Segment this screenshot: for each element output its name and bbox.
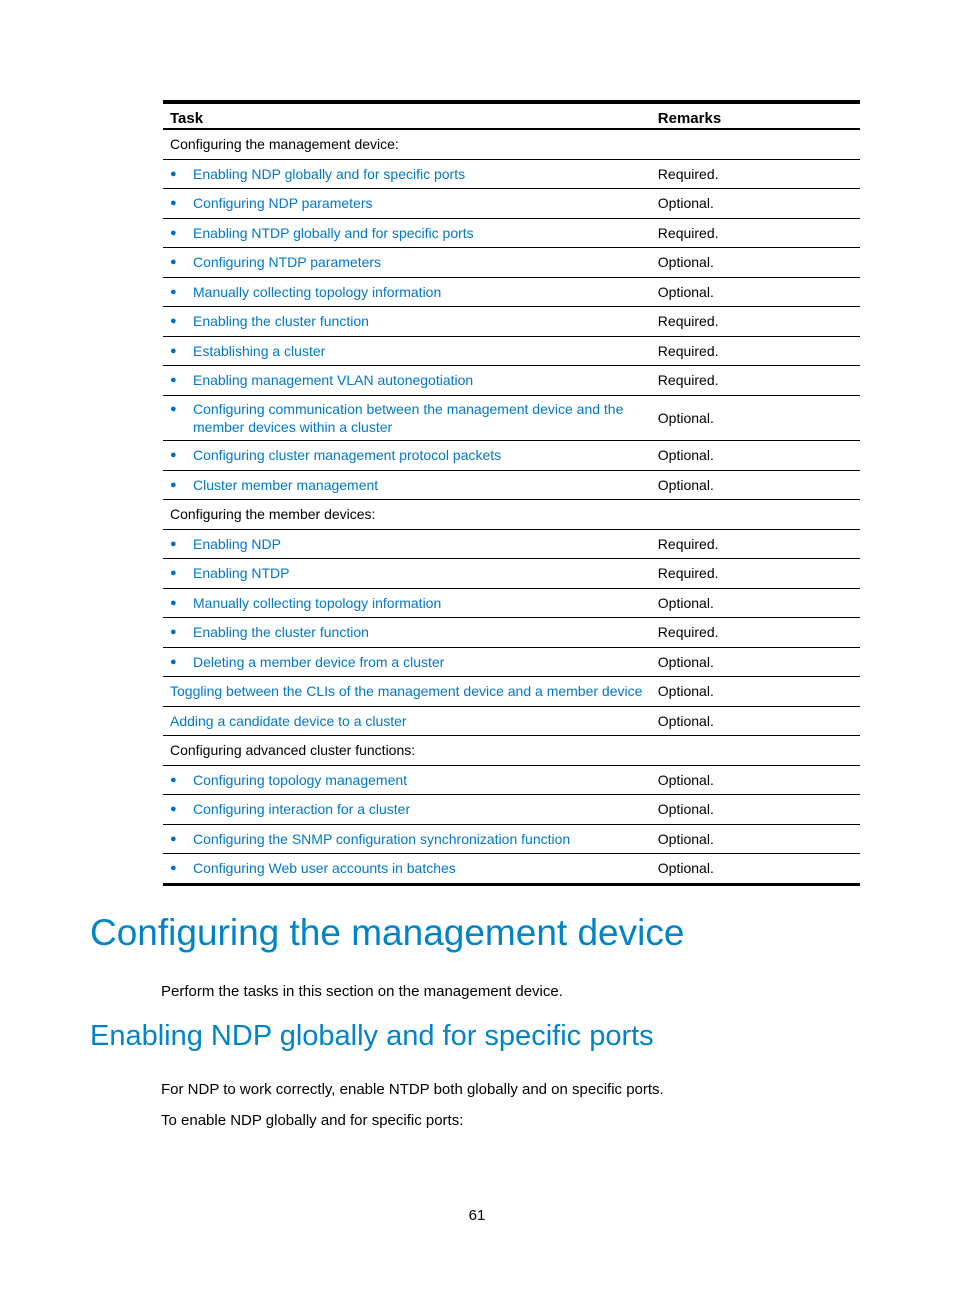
bullet-icon: ● (170, 832, 177, 845)
remarks-cell: Optional. (651, 854, 860, 885)
task-link[interactable]: Configuring cluster management protocol packets (193, 447, 502, 464)
bullet-icon: ● (170, 596, 177, 609)
remarks-cell: Required. (651, 529, 860, 559)
table-row (163, 441, 860, 471)
remarks-cell: Optional. (651, 277, 860, 307)
remarks-cell: Optional. (651, 189, 860, 219)
remarks-cell: Optional. (651, 795, 860, 825)
table-row (163, 500, 860, 530)
task-cell (163, 441, 651, 471)
table-row (163, 470, 860, 500)
task-link[interactable]: Enabling NDP globally and for specific ports (193, 165, 466, 182)
task-cell (163, 618, 651, 648)
subsection-paragraph-2: To enable NDP globally and for specific ports: (161, 1112, 464, 1129)
task-link[interactable]: Enabling the cluster function (193, 624, 369, 641)
task-link[interactable]: Deleting a member device from a cluster (193, 653, 445, 670)
task-link[interactable]: Toggling between the CLIs of the management device and a member device (170, 683, 643, 700)
task-cell (163, 854, 651, 885)
table-row (163, 248, 860, 278)
table-row (163, 189, 860, 219)
bullet-icon: ● (170, 862, 177, 875)
table-body (163, 129, 860, 884)
task-link[interactable]: Configuring NDP parameters (193, 195, 373, 212)
task-cell (163, 218, 651, 248)
bullet-icon: ● (170, 655, 177, 668)
remarks-cell: Optional. (651, 395, 860, 441)
remarks-cell: Required. (651, 307, 860, 337)
task-link[interactable]: Configuring Web user accounts in batches (193, 860, 456, 877)
task-link[interactable]: Establishing a cluster (193, 342, 326, 359)
bullet-icon: ● (170, 167, 177, 180)
table-row (163, 395, 860, 441)
remarks-cell: Optional. (651, 470, 860, 500)
task-link[interactable]: Configuring the SNMP configuration synchronization function (193, 830, 571, 847)
table-row (163, 795, 860, 825)
remarks-cell: Required. (651, 218, 860, 248)
task-cell (163, 189, 651, 219)
remarks-cell: Optional. (651, 706, 860, 736)
task-link[interactable]: Manually collecting topology information (193, 283, 442, 300)
table-row (163, 647, 860, 677)
bullet-icon: ● (170, 344, 177, 357)
task-cell (163, 706, 651, 736)
table-row (163, 736, 860, 766)
bullet-icon: ● (170, 226, 177, 239)
task-cell (163, 736, 860, 766)
remarks-cell: Required. (651, 336, 860, 366)
bullet-icon: ● (170, 285, 177, 298)
bullet-icon: ● (170, 537, 177, 550)
remarks-cell: Required. (651, 618, 860, 648)
bullet-icon: ● (170, 402, 177, 415)
task-cell (163, 677, 651, 707)
table-row (163, 824, 860, 854)
table-row (163, 307, 860, 337)
task-cell (163, 277, 651, 307)
bullet-icon: ● (170, 315, 177, 328)
page-number: 61 (468, 1207, 486, 1224)
remarks-cell: Required. (651, 366, 860, 396)
task-cell (163, 765, 651, 795)
task-link[interactable] (193, 400, 623, 436)
task-cell (163, 795, 651, 825)
task-link[interactable]: Enabling the cluster function (193, 313, 369, 330)
header-remarks: Remarks (651, 102, 860, 129)
table-row (163, 218, 860, 248)
remarks-cell: Optional. (651, 441, 860, 471)
task-link[interactable]: Configuring interaction for a cluster (193, 801, 411, 818)
task-cell (163, 129, 860, 159)
task-cell (163, 307, 651, 337)
bullet-icon: ● (170, 567, 177, 580)
remarks-cell: Optional. (651, 765, 860, 795)
remarks-cell: Optional. (651, 588, 860, 618)
remarks-cell: Optional. (651, 248, 860, 278)
bullet-icon: ● (170, 626, 177, 639)
table-row (163, 277, 860, 307)
bullet-icon: ● (170, 374, 177, 387)
subsection-paragraph-1: For NDP to work correctly, enable NTDP both globally and on specific ports. (161, 1081, 664, 1098)
task-link-line-1: Configuring communication between the management device and the (193, 400, 624, 417)
table-header-row (163, 102, 860, 129)
task-table (163, 100, 860, 886)
bullet-icon: ● (170, 803, 177, 816)
table-row (163, 854, 860, 885)
header-task: Task (163, 102, 651, 129)
remarks-cell: Required. (651, 159, 860, 189)
remarks-cell: Optional. (651, 824, 860, 854)
subsection-heading: Enabling NDP globally and for specific ports (90, 1020, 654, 1052)
table-row (163, 159, 860, 189)
task-cell (163, 248, 651, 278)
table-row (163, 529, 860, 559)
bullet-icon: ● (170, 256, 177, 269)
section-intro: Perform the tasks in this section on the management device. (161, 983, 563, 1000)
task-cell (163, 647, 651, 677)
table-row (163, 336, 860, 366)
task-cell (163, 336, 651, 366)
table-row (163, 618, 860, 648)
bullet-icon: ● (170, 773, 177, 786)
task-link[interactable]: Enabling NTDP (193, 565, 290, 582)
task-link[interactable]: Cluster member management (193, 476, 379, 493)
task-link[interactable]: Manually collecting topology information (193, 594, 442, 611)
section-label: Configuring the member devices: (170, 506, 376, 523)
table-row (163, 366, 860, 396)
bullet-icon: ● (170, 478, 177, 491)
task-cell (163, 470, 651, 500)
remarks-cell: Required. (651, 559, 860, 589)
table-row (163, 706, 860, 736)
task-link[interactable]: Enabling NTDP globally and for specific ports (193, 224, 474, 241)
table-row (163, 129, 860, 159)
section-label: Configuring the management device: (170, 136, 399, 153)
task-link[interactable]: Enabling NDP (193, 535, 281, 552)
section-heading: Configuring the management device (90, 912, 685, 953)
table-row (163, 677, 860, 707)
table-row (163, 765, 860, 795)
table-row (163, 588, 860, 618)
task-cell (163, 500, 860, 530)
task-link[interactable]: Adding a candidate device to a cluster (170, 712, 407, 729)
task-cell (163, 529, 651, 559)
task-link[interactable]: Configuring NTDP parameters (193, 254, 382, 271)
task-link-line-2: member devices within a cluster (193, 418, 393, 435)
table-row (163, 559, 860, 589)
section-label: Configuring advanced cluster functions: (170, 742, 416, 759)
task-link[interactable]: Configuring topology management (193, 771, 408, 788)
task-cell (163, 159, 651, 189)
task-cell (163, 395, 651, 441)
remarks-cell: Optional. (651, 647, 860, 677)
task-cell (163, 366, 651, 396)
task-cell (163, 559, 651, 589)
bullet-icon: ● (170, 197, 177, 210)
task-cell (163, 824, 651, 854)
task-link[interactable]: Enabling management VLAN autonegotiation (193, 372, 474, 389)
task-cell (163, 588, 651, 618)
remarks-cell: Optional. (651, 677, 860, 707)
bullet-icon: ● (170, 449, 177, 462)
